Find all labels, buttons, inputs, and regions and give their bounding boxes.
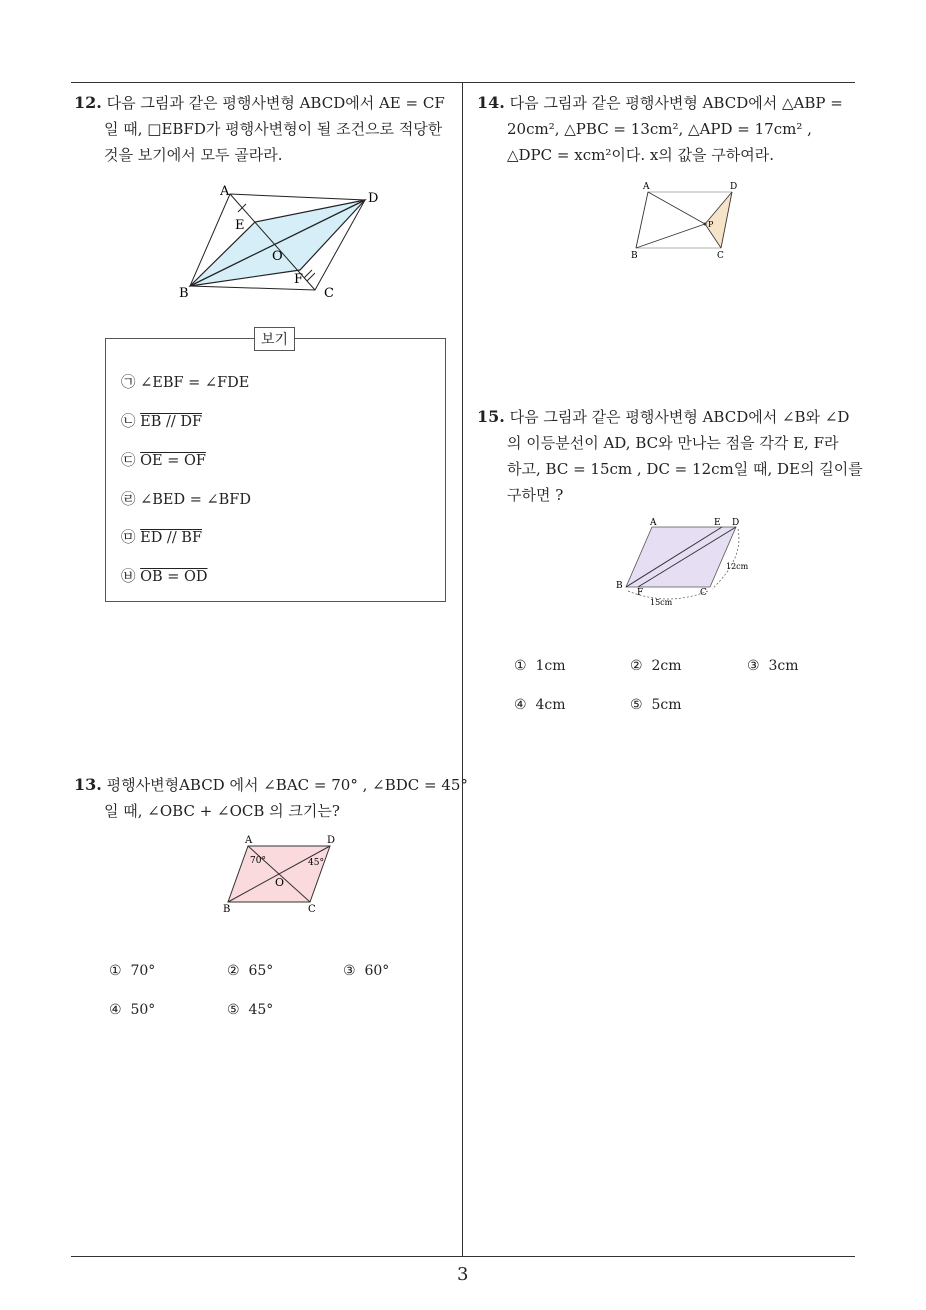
- q14-seg-ap: [648, 192, 705, 224]
- q12-label-d: D: [368, 191, 379, 206]
- q14-figure: [626, 178, 746, 262]
- q13-line2: 일 때, ∠OBC + ∠OCB 의 크기는?: [104, 802, 340, 820]
- q15-label-a: A: [650, 518, 657, 528]
- q12-line3: 것을 보기에서 모두 골라라.: [104, 146, 283, 164]
- top-rule: [71, 82, 855, 83]
- q12-label-c: C: [324, 286, 334, 301]
- q13-label-c: C: [308, 904, 316, 915]
- q15-label-d: D: [732, 518, 740, 528]
- q13-choice-2[interactable]: ② 65°: [227, 963, 274, 979]
- q14-line3: △DPC = xcm²이다. x의 값을 구하여라.: [507, 146, 775, 164]
- q13-label-a: A: [245, 835, 253, 846]
- column-divider: [462, 82, 463, 1257]
- q12-bogi-item-5: ㉤ ED // BF: [121, 530, 203, 546]
- q14-label-d: D: [730, 182, 738, 192]
- q12-figure: [170, 182, 390, 302]
- q13-choice-4[interactable]: ④ 50°: [109, 1002, 156, 1018]
- q13-angle-a: 70°: [250, 856, 266, 866]
- q14-text: [477, 90, 859, 168]
- q12-bogi-item-6: ㉥ OB = OD: [121, 569, 208, 585]
- q14-seg-bp: [636, 224, 705, 248]
- q13-choice-3[interactable]: ③ 60°: [343, 963, 390, 979]
- q15-parallelogram: [626, 527, 736, 587]
- bottom-rule: [71, 1256, 855, 1257]
- q13-label-o: O: [275, 876, 285, 889]
- q15-choice-3[interactable]: ③ 3cm: [747, 658, 799, 674]
- q15-choice-4[interactable]: ④ 4cm: [514, 697, 566, 713]
- q14-label-c: C: [717, 251, 724, 261]
- q12-label-e: E: [235, 218, 245, 233]
- q15-label-f: F: [637, 588, 644, 598]
- q13-choice-5[interactable]: ⑤ 45°: [227, 1002, 274, 1018]
- q15-label-bc: 15cm: [650, 598, 673, 607]
- q14-label-a: A: [643, 182, 650, 192]
- q12-bogi-item-1: ㉠ ∠EBF = ∠FDE: [121, 375, 250, 391]
- q12-bogi-title: 보기: [254, 327, 295, 351]
- q12-bogi-item-4: ㉣ ∠BED = ∠BFD: [121, 492, 251, 508]
- page-number: 3: [457, 1264, 469, 1285]
- q13-angle-d: 45°: [308, 858, 324, 868]
- q12-text: [74, 90, 454, 168]
- q13-text: [74, 772, 468, 824]
- q15-line3: 하고, BC = 15cm , DC = 12cm일 때, DE의 길이를: [507, 460, 863, 478]
- q12-label-f: F: [294, 272, 304, 287]
- q15-label-b: B: [616, 581, 623, 591]
- q12-bogi-item-3: ㉢ OE = OF: [121, 453, 206, 469]
- q12-label-o: O: [272, 249, 283, 264]
- q12-number: 12.: [74, 93, 102, 112]
- q13-figure: [220, 832, 340, 916]
- q13-label-d: D: [327, 835, 336, 846]
- q14-label-p: P: [708, 220, 714, 229]
- q13-number: 13.: [74, 775, 102, 794]
- q14-point-p: [704, 223, 707, 226]
- q15-choice-2[interactable]: ② 2cm: [630, 658, 682, 674]
- q13-label-b: B: [223, 904, 231, 915]
- q14-number: 14.: [477, 93, 505, 112]
- q15-label-dc: 12cm: [726, 562, 749, 571]
- q15-line2: 의 이등분선이 AD, BC와 만나는 점을 각각 E, F라: [507, 434, 839, 452]
- q12-line2: 일 때, □EBFD가 평행사변형이 될 조건으로 적당한: [104, 120, 443, 138]
- q15-number: 15.: [477, 407, 505, 426]
- q14-line2: 20cm², △PBC = 13cm², △APD = 17cm² ,: [507, 120, 812, 138]
- q12-bogi-item-2: ㉡ EB // DF: [121, 414, 203, 430]
- q15-figure: [612, 515, 762, 610]
- q12-label-a: A: [220, 184, 230, 199]
- q14-label-b: B: [631, 251, 638, 261]
- q14-line1: 14. 다음 그림과 같은 평행사변형 ABCD에서 △ABP =: [477, 93, 843, 112]
- q15-choice-1[interactable]: ① 1cm: [514, 658, 566, 674]
- q13-choice-1[interactable]: ① 70°: [109, 963, 156, 979]
- q15-text: [477, 404, 863, 508]
- q12-label-b: B: [179, 286, 189, 301]
- q15-label-e: E: [714, 518, 721, 528]
- q13-line1: 13. 평행사변형ABCD 에서 ∠BAC = 70° , ∠BDC = 45°: [74, 775, 468, 794]
- q15-line4: 구하면 ?: [507, 486, 564, 504]
- q12-line1: 12. 다음 그림과 같은 평행사변형 ABCD에서 AE = CF: [74, 93, 445, 112]
- q15-choice-5[interactable]: ⑤ 5cm: [630, 697, 682, 713]
- q15-label-c: C: [700, 588, 707, 598]
- q14-side-ab: [636, 192, 648, 248]
- q15-line1: 15. 다음 그림과 같은 평행사변형 ABCD에서 ∠B와 ∠D: [477, 407, 850, 426]
